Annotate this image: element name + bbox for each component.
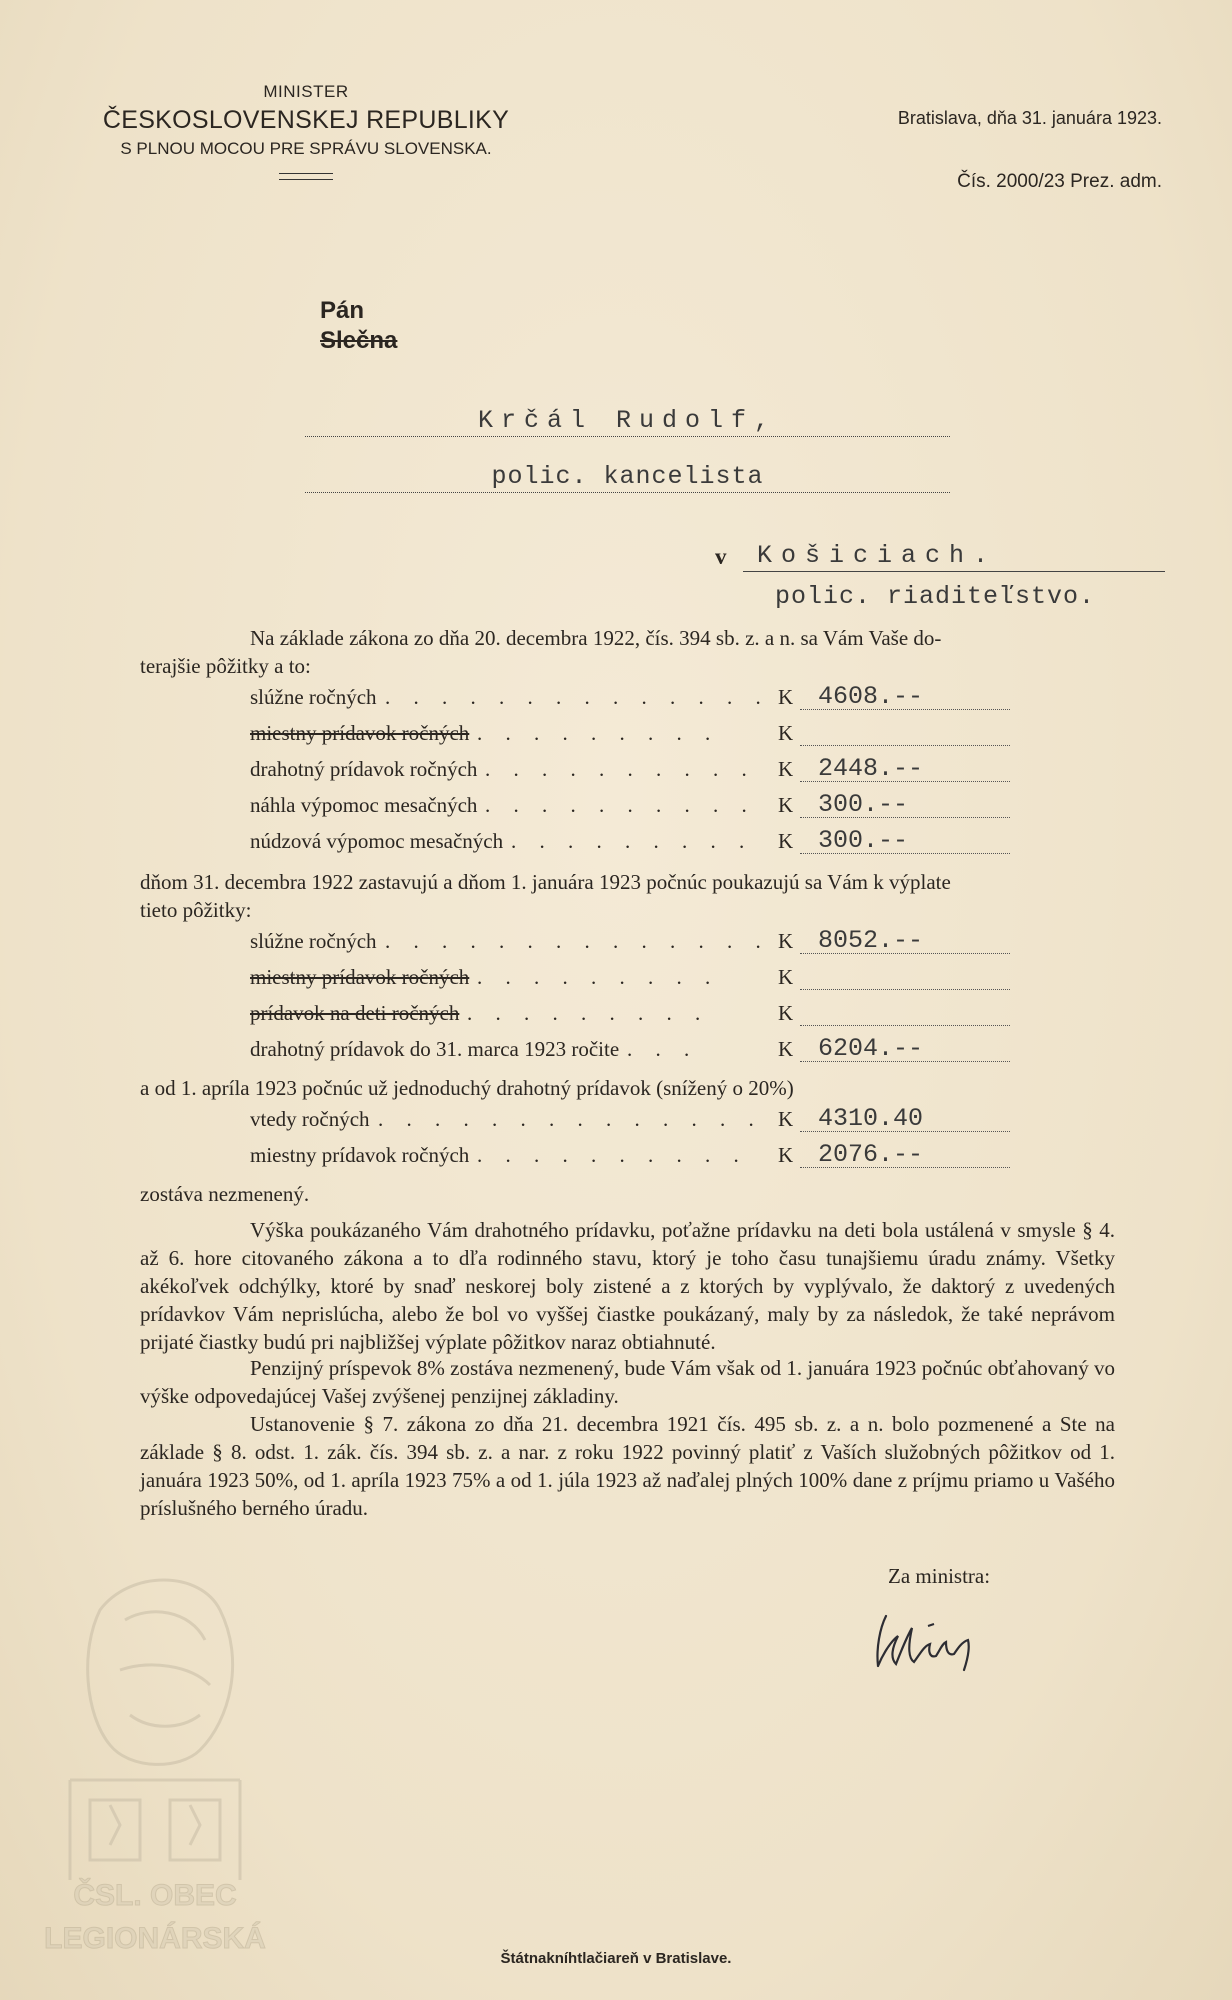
pay-item-label: vtedy ročných (250, 1107, 370, 1131)
middle-line-2: tieto pôžitky: (140, 898, 252, 922)
issuer-line-2: ČESKOSLOVENSKEJ REPUBLIKY (102, 106, 510, 134)
intro-line-1: Na základe zákona zo dňa 20. decembra 1922, čís. 394 sb. z. a n. sa Vám Vaše do- (250, 626, 942, 650)
leader-dots: . . . . . . . . . . . . . . (378, 1107, 763, 1131)
amount-field (800, 826, 1010, 855)
pay-item-label: miestny prídavok ročných (250, 1143, 470, 1167)
pay-item-label: náhla výpomoc mesačných (250, 793, 478, 817)
pay-item-row (250, 682, 1010, 716)
leader-dots: . . . . . . . . . (467, 1001, 710, 1025)
amount-value: 4310.40 (818, 1104, 924, 1133)
currency-symbol: K (778, 793, 794, 817)
issuer-line-3: S PLNOU MOCOU PRE SPRÁVU SLOVENSKA. (120, 139, 492, 158)
pay-item-row (250, 926, 1010, 960)
pay-item-row (250, 1034, 1010, 1068)
amount-field (800, 682, 1010, 711)
place-date: Bratislava, dňa 31. januára 1923. (897, 108, 1162, 128)
intro-line-2: terajšie pôžitky a to: (140, 654, 311, 678)
amount-field (800, 790, 1010, 819)
pay-item-label: drahotný prídavok do 31. marca 1923 ročite (250, 1037, 620, 1061)
pay-item-label: núdzová výpomoc mesačných (250, 829, 504, 853)
pay-item-row (250, 1104, 1010, 1138)
amount-value: 8052.-- (818, 926, 924, 955)
amount-field (800, 1140, 1010, 1169)
middle-paragraph (140, 868, 1115, 924)
recipient-title: polic. kancelista (491, 462, 764, 491)
pay-item-label: miestny prídavok ročných (250, 721, 470, 745)
amount-field (800, 1034, 1010, 1063)
amount-field (800, 1001, 1010, 1026)
amount-value: 300.-- (818, 790, 909, 819)
pay-item-row (250, 718, 1010, 752)
amount-field (800, 926, 1010, 955)
stamp-text-1: ČSL. OBEC (73, 1879, 237, 1912)
pay-item-row (250, 1140, 1010, 1174)
amount-value: 6204.-- (818, 1034, 924, 1063)
middle-line-1: dňom 31. decembra 1922 zastavujú a dňom 1. januára 1923 počnúc poukazujú sa Vám k výplate (140, 870, 951, 894)
printer-footer: Štátnakníhtlačiareň v Bratislave. (500, 1950, 732, 1967)
amount-field (800, 721, 1010, 746)
currency-symbol: K (778, 757, 794, 781)
leader-dots: . . . . . . . . . (477, 721, 720, 745)
recipient-name-line (305, 406, 950, 437)
pay-item-row (250, 826, 1010, 860)
header-divider (279, 173, 333, 180)
pay-item-label: slúžne ročných (250, 685, 377, 709)
currency-symbol: K (778, 1107, 794, 1131)
amount-value: 2076.-- (818, 1140, 924, 1169)
currency-symbol: K (778, 1037, 794, 1061)
amount-value: 2448.-- (818, 754, 924, 783)
paragraph-variations: Výška poukázaného Vám drahotného prídavku, poťažne prídavku na deti bola ustálená v smysle § 4. až 6. hore citovaného zákona a to dľa rodinného stavu, ktorý je toho času tunajšiemu úradu známy. Všetky akékoľvek odchýlky, ktoré by snaď neskorej boly zistené a z ktorých by vyplývalo, že daktorý z uvedených prídavkov Vám neprislúcha, alebo že bol vo vyššej čiastke poukázaný, maly by za následok, že také neprávom prijaté čiastky budú pri najbližšej výplate pôžitkov naraz obtiahnuté. (140, 1218, 1115, 1354)
salutation-struck: Slečna (320, 327, 398, 354)
currency-symbol: K (778, 721, 794, 745)
handwritten-signature (868, 1598, 998, 1678)
salutation-active: Pán (320, 297, 365, 324)
date-block (898, 108, 1162, 193)
recipient-department: polic. riaditeľstvo. (775, 582, 1096, 611)
location-underline (743, 571, 1165, 572)
amount-value: 300.-- (818, 826, 909, 855)
recipient-name: Krčál Rudolf, (477, 406, 778, 435)
currency-symbol: K (778, 965, 794, 989)
intro-paragraph (140, 624, 1115, 680)
pay-item-row (250, 998, 1010, 1032)
recipient-title-line (305, 462, 950, 493)
pay-item-row (250, 790, 1010, 824)
pay-item-row (250, 962, 1010, 996)
leader-dots: . . . (627, 1037, 699, 1061)
amount-field (800, 754, 1010, 783)
leader-dots: . . . . . . . . . . (485, 757, 756, 781)
salutation (320, 296, 397, 356)
pay-item-row (250, 754, 1010, 788)
currency-symbol: K (778, 1001, 794, 1025)
april-paragraph: a od 1. apríla 1923 počnúc už jednoduchý drahotný prídavok (snížený o 20%) (140, 1076, 794, 1100)
issuer-line-1: MINISTER (263, 82, 349, 101)
leader-dots: . . . . . . . . . . . . . . (385, 929, 770, 953)
leader-dots: . . . . . . . . . . (477, 1143, 748, 1167)
leader-dots: . . . . . . . . . . . . . . (385, 685, 770, 709)
amount-value: 4608.-- (818, 682, 924, 711)
pay-item-label: slúžne ročných (250, 929, 377, 953)
paragraph-pension: Penzijný príspevok 8% zostáva nezmenený, bude Vám však od 1. januára 1923 počnúc obťahovaný vo výške odpovedajúcej Vašej zvýšenej penzijnej základiny. (140, 1356, 1115, 1408)
currency-symbol: K (778, 929, 794, 953)
reference-number: Čís. 2000/23 Prez. adm. (957, 171, 1162, 192)
signature-label: Za ministra: (888, 1564, 991, 1588)
pay-item-label: miestny prídavok ročných (250, 965, 470, 989)
stamp-text-2: LEGIONÁRSKÁ (44, 1922, 266, 1955)
amount-field (800, 965, 1010, 990)
currency-symbol: K (778, 829, 794, 853)
leader-dots: . . . . . . . . . (477, 965, 720, 989)
leader-dots: . . . . . . . . . . (485, 793, 756, 817)
leader-dots: . . . . . . . . . (511, 829, 754, 853)
recipient-location-line (715, 542, 1165, 572)
pay-item-label: drahotný prídavok ročných (250, 757, 478, 781)
pay-item-label: prídavok na deti ročných (250, 1001, 460, 1025)
recipient-place: Košiciach. (757, 541, 998, 570)
currency-symbol: K (778, 685, 794, 709)
unchanged-note: zostáva nezmenený. (140, 1182, 310, 1206)
paragraph-tax: Ustanovenie § 7. zákona zo dňa 21. decembra 1921 čís. 495 sb. z. a n. bolo pozmenené a Ste na základe § 8. odst. 1. zák. čís. 394 sb. z. a nar. z roku 1922 povinný platiť z Vaších služobných pôžitkov od 1. januára 1923 50%, od 1. apríla 1923 75% a od 1. júla 1923 až naďalej plných 100% dane z príjmu priamo u Vašého príslušného berného úradu. (140, 1412, 1115, 1520)
amount-field (800, 1104, 1010, 1133)
issuer-header (96, 82, 516, 180)
legion-stamp (30, 1550, 280, 1970)
location-prefix: v (715, 544, 727, 569)
currency-symbol: K (778, 1143, 794, 1167)
